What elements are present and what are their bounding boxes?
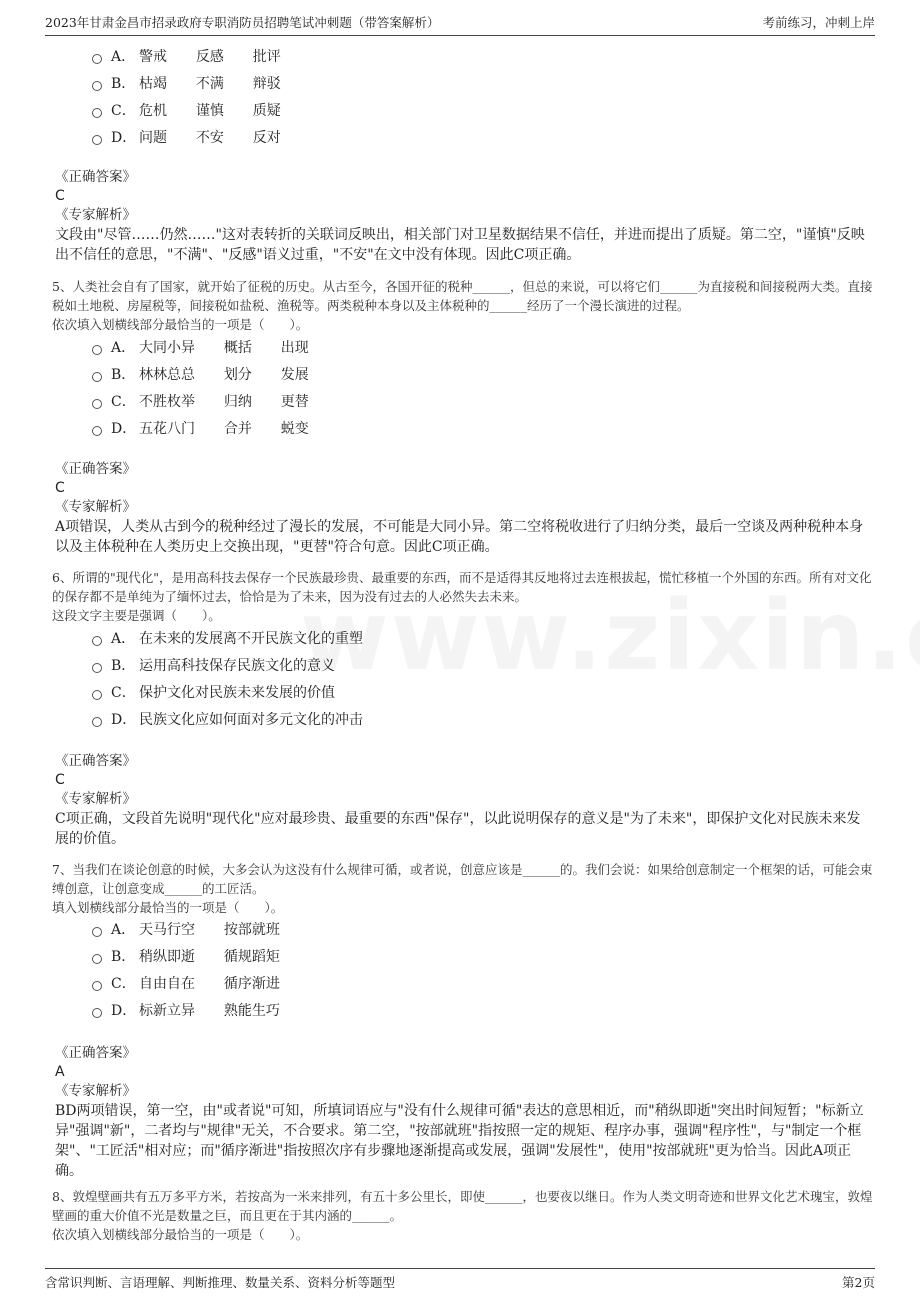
answer-label: 《正确答案》 — [55, 1045, 136, 1061]
document-title: 2023年甘肃金昌市招录政府专职消防员招聘笔试冲刺题（带答案解析） — [45, 15, 440, 30]
page-header — [45, 11, 875, 36]
radio-icon[interactable] — [92, 663, 102, 673]
footer-categories: 含常识判断、言语理解、判断推理、数量关系、资料分析等题型 — [45, 1275, 396, 1290]
question-prompt: 依次填入划横线部分最恰当的一项是（ ）。 — [52, 1227, 309, 1242]
analysis-text: C项正确，文段首先说明"现代化"应对最珍贵、最重要的东西"保存"，以此说明保存的意义是"为了未来"，即保护文化对民族未来发展的价值。 — [55, 811, 861, 847]
question-prompt: 填入划横线部分最恰当的一项是（ ）。 — [52, 900, 284, 915]
q4-answer-block — [55, 168, 870, 265]
option-d[interactable]: D． 问题 不安 反对 — [92, 123, 281, 150]
option-d[interactable]: D． 标新立异 熟能生巧 — [92, 996, 280, 1023]
q4-options — [92, 42, 281, 150]
analysis-text: 文段由"尽管……仍然……"这对表转折的关联词反映出，相关部门对卫星数据结果不信任，并进而提出了质疑。第二空，"谨慎"反映出不信任的意思，"不满"、"反感"语义过重，"不安"在文中没有体现。因此C项正确。 — [55, 227, 865, 263]
radio-icon[interactable] — [92, 372, 102, 382]
q6-answer-block — [55, 752, 870, 849]
answer-label: 《正确答案》 — [55, 461, 136, 477]
question-prompt: 依次填入划横线部分最恰当的一项是（ ）。 — [52, 317, 309, 332]
question-stem: 7、当我们在谈论创意的时候，大多会认为这没有什么规律可循，或者说，创意应该是______的。我们会说：如果给创意制定一个框架的话，可能会束缚创意，让创意变成______的工匠活。 — [52, 862, 873, 896]
radio-icon[interactable] — [92, 426, 102, 436]
q5-stem-block — [52, 277, 877, 334]
radio-icon[interactable] — [92, 981, 102, 991]
page-number: 第2页 — [842, 1275, 875, 1290]
question-stem: 5、人类社会自有了国家，就开始了征税的历史。从古至今，各国开征的税种______，但总的来说，可以将它们______为直接税和间接税两大类。直接税如土地税、房屋税等，间接税如盐税、渔税等。两类税种本身以及主体税种的______经历了一个漫长演进的过程。 — [52, 279, 873, 313]
q7-stem-block — [52, 860, 877, 917]
q7-options — [92, 915, 280, 1023]
analysis-label: 《专家解析》 — [55, 499, 136, 515]
answer-value: C — [55, 772, 65, 788]
option-b[interactable]: B． 稍纵即逝 循规蹈矩 — [92, 942, 280, 969]
q5-answer-block — [55, 460, 870, 557]
option-c[interactable]: C． 危机 谨慎 质疑 — [92, 96, 281, 123]
q7-answer-block — [55, 1044, 870, 1181]
option-a[interactable]: A． 天马行空 按部就班 — [92, 915, 280, 942]
analysis-label: 《专家解析》 — [55, 207, 136, 223]
radio-icon[interactable] — [92, 345, 102, 355]
page-footer — [45, 1268, 875, 1290]
header-slogan: 考前练习，冲刺上岸 — [762, 15, 875, 30]
answer-value: A — [55, 1064, 65, 1080]
option-b[interactable]: B． 林林总总 划分 发展 — [92, 360, 309, 387]
q6-stem-block — [52, 568, 877, 625]
radio-icon[interactable] — [92, 717, 102, 727]
option-a[interactable]: A． 警戒 反感 批评 — [92, 42, 281, 69]
radio-icon[interactable] — [92, 399, 102, 409]
option-b[interactable]: B． 运用高科技保存民族文化的意义 — [92, 651, 363, 678]
analysis-label: 《专家解析》 — [55, 791, 136, 807]
question-stem: 8、敦煌壁画共有五万多平方米，若按高为一米来排列，有五十多公里长，即使______，也要夜以继日。作为人类文明奇迹和世界文化艺术瑰宝，敦煌壁画的重大价值不光是数量之巨，而且更在于其内涵的______。 — [52, 1189, 873, 1223]
answer-value: C — [55, 480, 65, 496]
radio-icon[interactable] — [92, 954, 102, 964]
option-c[interactable]: C． 自由自在 循序渐进 — [92, 969, 280, 996]
radio-icon[interactable] — [92, 927, 102, 937]
radio-icon[interactable] — [92, 690, 102, 700]
answer-label: 《正确答案》 — [55, 753, 136, 769]
q5-options — [92, 333, 309, 441]
option-c[interactable]: C． 保护文化对民族未来发展的价值 — [92, 678, 363, 705]
radio-icon[interactable] — [92, 1008, 102, 1018]
analysis-text: BD两项错误，第一空，由"或者说"可知，所填词语应与"没有什么规律可循"表达的意思相近，而"稍纵即逝"突出时间短暂；"标新立异"强调"新"，二者均与"规律"无关，不合要求。第二空，"按部就班"指按照一定的规矩、程序办事，强调"程序性"，与"制定一个框架"、"工匠活"相对应；而"循序渐进"指按照次序有步骤地逐渐提高或发展，强调"发展性"，使用"按部就班"更为恰当。因此A项正确。 — [55, 1103, 864, 1179]
answer-label: 《正确答案》 — [55, 169, 136, 185]
option-a[interactable]: A． 大同小异 概括 出现 — [92, 333, 309, 360]
option-d[interactable]: D． 五花八门 合并 蜕变 — [92, 414, 309, 441]
radio-icon[interactable] — [92, 636, 102, 646]
question-prompt: 这段文字主要是强调（ ）。 — [52, 608, 221, 623]
answer-value: C — [55, 188, 65, 204]
q6-options — [92, 624, 363, 732]
analysis-label: 《专家解析》 — [55, 1083, 136, 1099]
question-stem: 6、所谓的"现代化"，是用高科技去保存一个民族最珍贵、最重要的东西，而不是适得其反地将过去连根拔起，慌忙移植一个外国的东西。所有对文化的保存都不是单纯为了缅怀过去，恰恰是为了未来，因为没有过去的人必然失去未来。 — [52, 570, 872, 604]
radio-icon[interactable] — [92, 135, 102, 145]
option-a[interactable]: A． 在未来的发展离不开民族文化的重塑 — [92, 624, 363, 651]
radio-icon[interactable] — [92, 54, 102, 64]
option-c[interactable]: C． 不胜枚举 归纳 更替 — [92, 387, 309, 414]
radio-icon[interactable] — [92, 81, 102, 91]
analysis-text: A项错误，人类从古到今的税种经过了漫长的发展，不可能是大同小异。第二空将税收进行了归纳分类，最后一空谈及两种税种本身以及主体税种在人类历史上交换出现，"更替"符合句意。因此C项正确。 — [55, 519, 864, 555]
option-d[interactable]: D． 民族文化应如何面对多元文化的冲击 — [92, 705, 363, 732]
option-b[interactable]: B． 枯竭 不满 辩驳 — [92, 69, 281, 96]
q8-stem-block — [52, 1187, 877, 1244]
radio-icon[interactable] — [92, 108, 102, 118]
